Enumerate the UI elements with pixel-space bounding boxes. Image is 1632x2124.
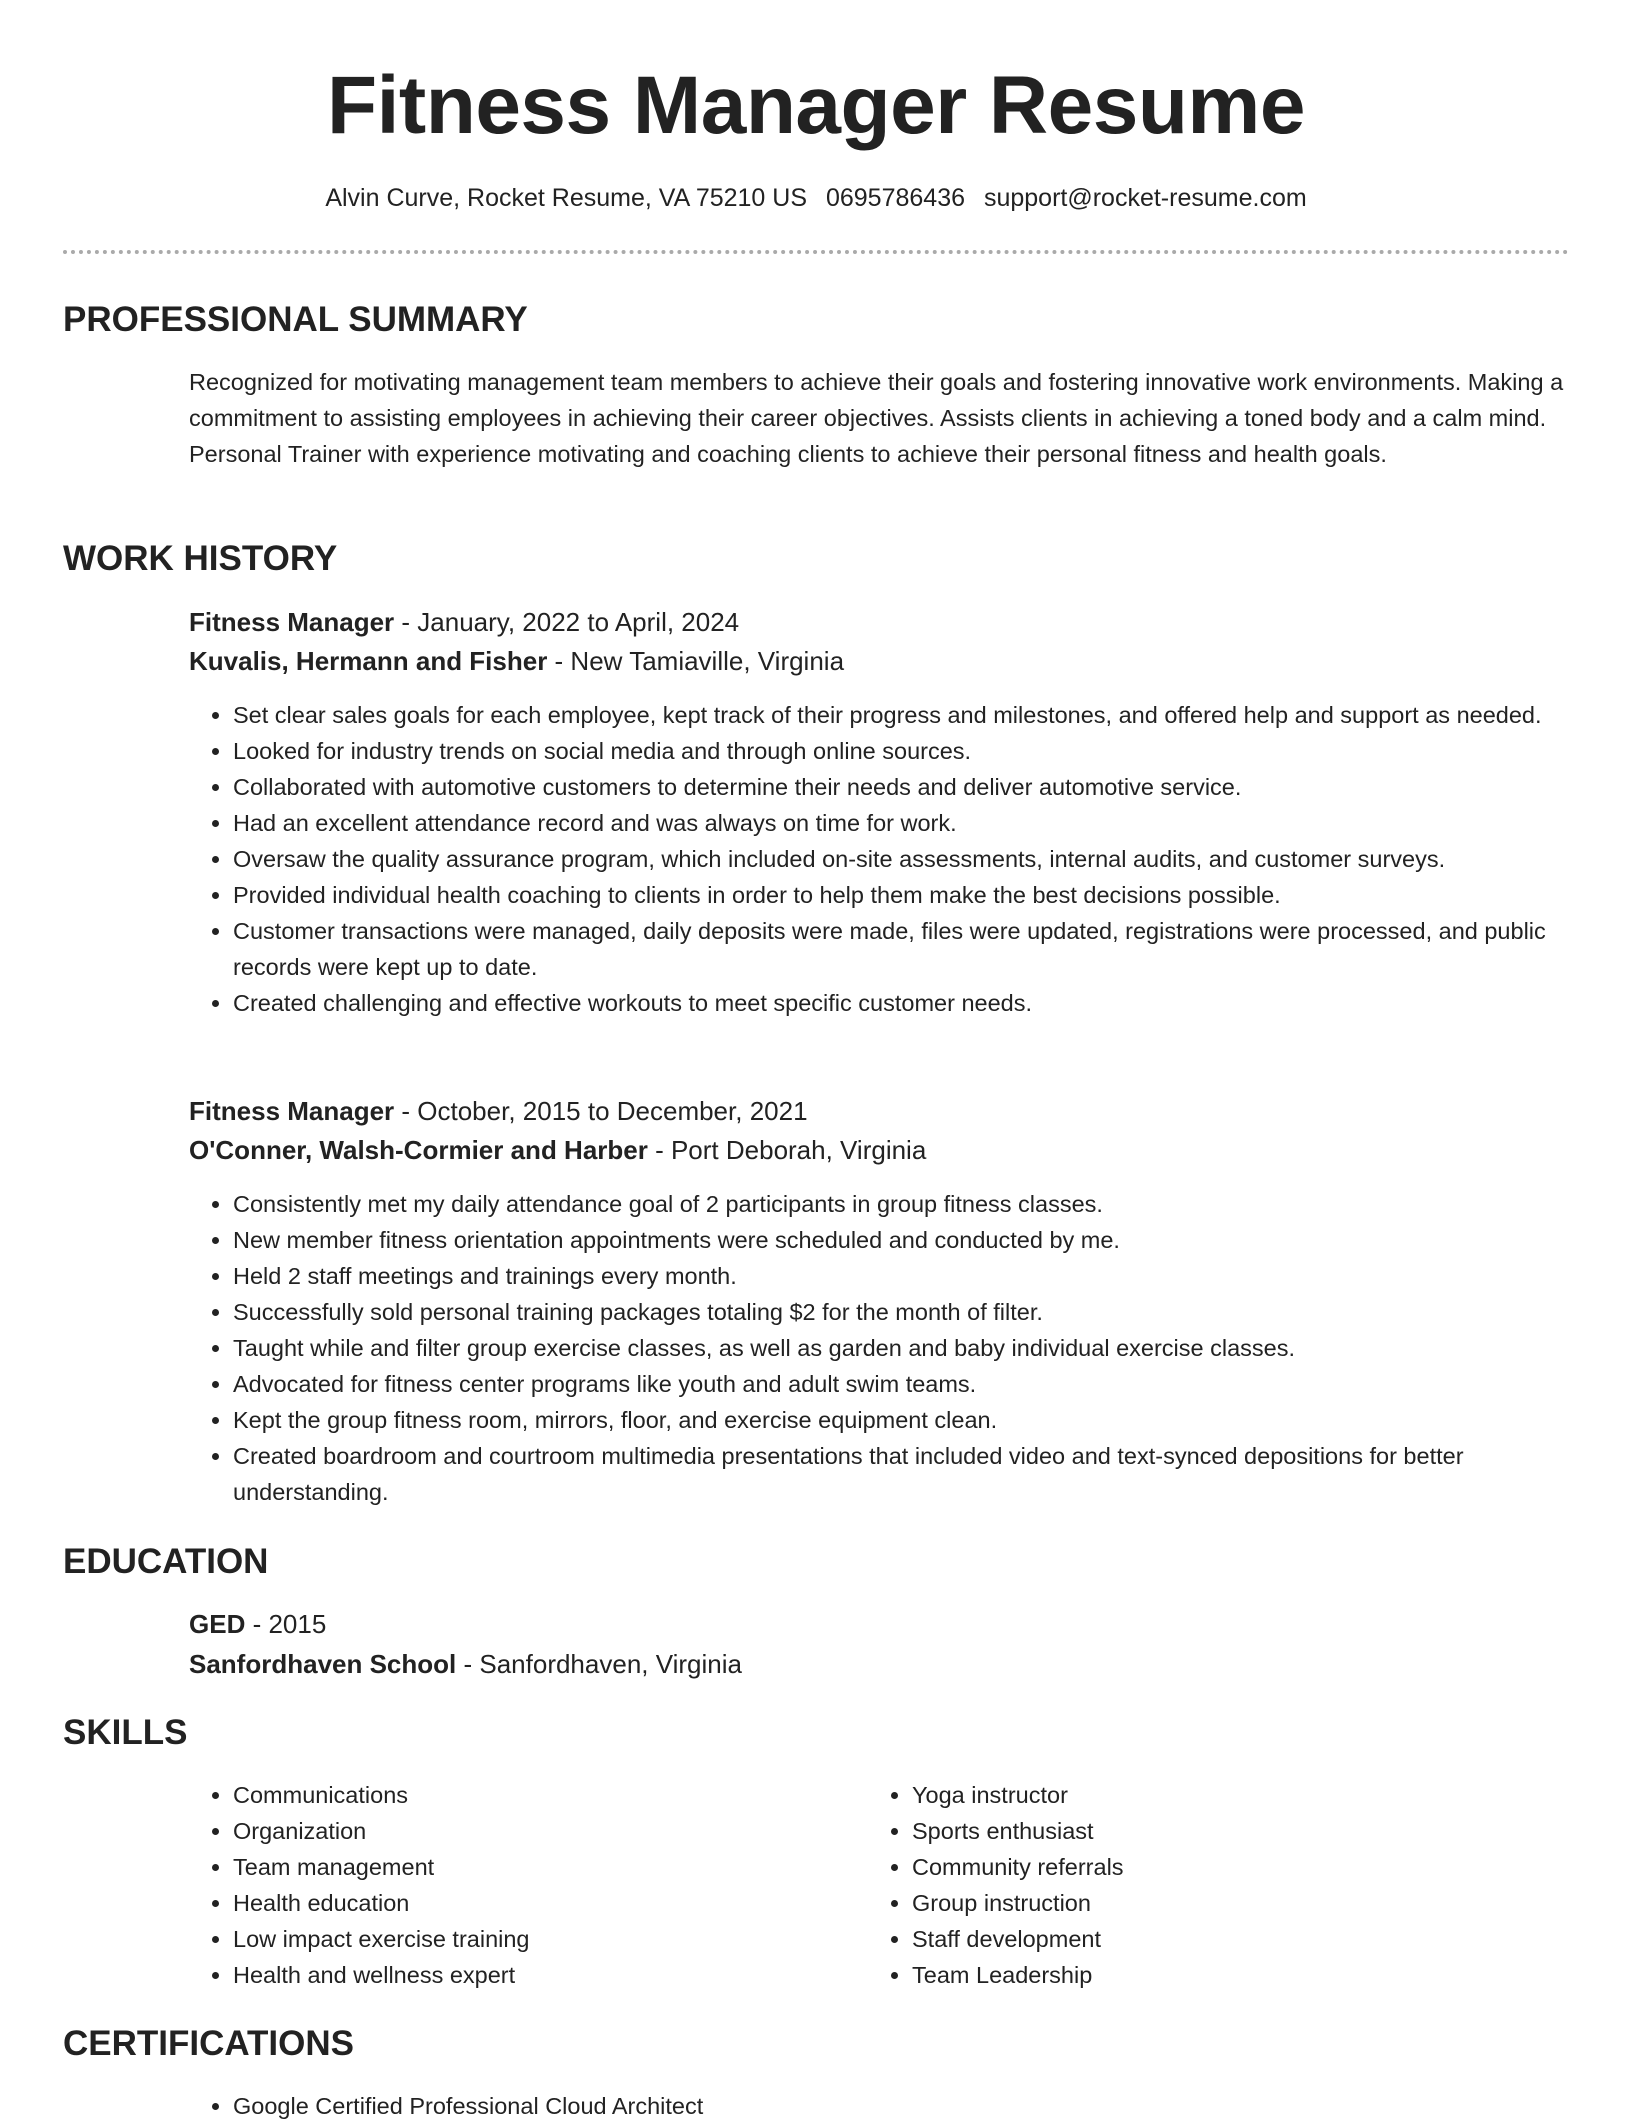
- skills-right-list: [868, 1777, 1532, 1993]
- list-item: • Health education: [233, 1885, 853, 1921]
- list-item: • Organization: [233, 1813, 853, 1849]
- job-1-role: Fitness Manager: [189, 607, 395, 637]
- job-1-company: Kuvalis, Hermann and Fisher: [189, 646, 548, 676]
- list-item: • New member fitness orientation appointments were scheduled and conducted by me.: [233, 1222, 1608, 1258]
- list-item: • Low impact exercise training: [233, 1921, 853, 1957]
- list-item: • Set clear sales goals for each employee, kept track of their progress and milestones, and offered help and support as needed.: [233, 697, 1608, 733]
- job-2-dates: - October, 2015 to December, 2021: [394, 1096, 808, 1126]
- certifications-heading: CERTIFICATIONS: [63, 2024, 355, 2063]
- job-2-location: - Port Deborah, Virginia: [647, 1135, 927, 1165]
- job-1-dates: - January, 2022 to April, 2024: [394, 607, 740, 637]
- education-school-line: [189, 1646, 742, 1682]
- list-item: • Consistently met my daily attendance goal of 2 participants in group fitness classes.: [233, 1186, 1608, 1222]
- summary-text: Recognized for motivating management team members to achieve their goals and fostering innovative work environments. Making a commitment to assisting employees in achieving their career objectives. Assists clients in achieving a toned body and a calm mind. Personal Trainer with experience motivating and coaching clients to achieve their personal fitness and health goals.: [189, 369, 1564, 467]
- list-item: • Group instruction: [912, 1885, 1532, 1921]
- contact-phone: 0695786436: [825, 184, 966, 212]
- certifications-list: [189, 2088, 1608, 2124]
- list-item: • Kept the group fitness room, mirrors, floor, and exercise equipment clean.: [233, 1402, 1608, 1438]
- job-1-company-line: [189, 643, 844, 679]
- job-2-role: Fitness Manager: [189, 1096, 395, 1126]
- list-item: • Successfully sold personal training packages totaling $2 for the month of filter.: [233, 1294, 1608, 1330]
- job-2-company: O'Conner, Walsh-Cormier and Harber: [189, 1135, 648, 1165]
- list-item: • Staff development: [912, 1921, 1532, 1957]
- education-location: - Sanfordhaven, Virginia: [456, 1649, 742, 1679]
- contact-line: [0, 182, 1632, 214]
- contact-email: support@rocket-resume.com: [983, 184, 1307, 212]
- list-item: • Google Certified Professional Cloud Architect: [233, 2088, 1608, 2124]
- resume-title: Fitness Manager Resume: [327, 60, 1305, 151]
- list-item: • Community referrals: [912, 1849, 1532, 1885]
- education-school: Sanfordhaven School: [189, 1649, 457, 1679]
- header-divider: [63, 250, 1569, 254]
- list-item: • Held 2 staff meetings and trainings every month.: [233, 1258, 1608, 1294]
- list-item: • Provided individual health coaching to clients in order to help them make the best decisions possible.: [233, 877, 1608, 913]
- contact-address: Alvin Curve, Rocket Resume, VA 75210 US: [325, 184, 808, 212]
- job-1-bullets: [189, 697, 1608, 1021]
- education-heading: EDUCATION: [63, 1542, 269, 1581]
- list-item: • Had an excellent attendance record and was always on time for work.: [233, 805, 1608, 841]
- job-2-title-line: [189, 1093, 808, 1129]
- education-degree-line: [189, 1606, 326, 1642]
- job-1-location: - New Tamiaville, Virginia: [547, 646, 845, 676]
- list-item: • Created challenging and effective workouts to meet specific customer needs.: [233, 985, 1608, 1021]
- list-item: • Yoga instructor: [912, 1777, 1532, 1813]
- list-item: • Taught while and filter group exercise classes, as well as garden and baby individual exercise classes.: [233, 1330, 1608, 1366]
- list-item: • Looked for industry trends on social media and through online sources.: [233, 733, 1608, 769]
- job-2-company-line: [189, 1132, 926, 1168]
- skills-heading: SKILLS: [63, 1713, 188, 1752]
- list-item: • Advocated for fitness center programs like youth and adult swim teams.: [233, 1366, 1608, 1402]
- job-2-bullets: [189, 1186, 1608, 1510]
- list-item: • Communications: [233, 1777, 853, 1813]
- list-item: • Team management: [233, 1849, 853, 1885]
- education-year: - 2015: [245, 1609, 327, 1639]
- list-item: • Sports enthusiast: [912, 1813, 1532, 1849]
- list-item: • Oversaw the quality assurance program, which included on-site assessments, internal audits, and customer surveys.: [233, 841, 1608, 877]
- list-item: • Collaborated with automotive customers to determine their needs and deliver automotive service.: [233, 769, 1608, 805]
- skills-left-list: [189, 1777, 853, 1993]
- list-item: • Created boardroom and courtroom multimedia presentations that included video and text-synced depositions for better understanding.: [233, 1438, 1608, 1510]
- summary-heading: PROFESSIONAL SUMMARY: [63, 300, 528, 339]
- list-item: • Team Leadership: [912, 1957, 1532, 1993]
- education-degree: GED: [189, 1609, 246, 1639]
- work-history-heading: WORK HISTORY: [63, 539, 338, 578]
- list-item: • Health and wellness expert: [233, 1957, 853, 1993]
- job-1-title-line: [189, 604, 739, 640]
- list-item: • Customer transactions were managed, daily deposits were made, files were updated, registrations were processed, and public records were kept up to date.: [233, 913, 1608, 985]
